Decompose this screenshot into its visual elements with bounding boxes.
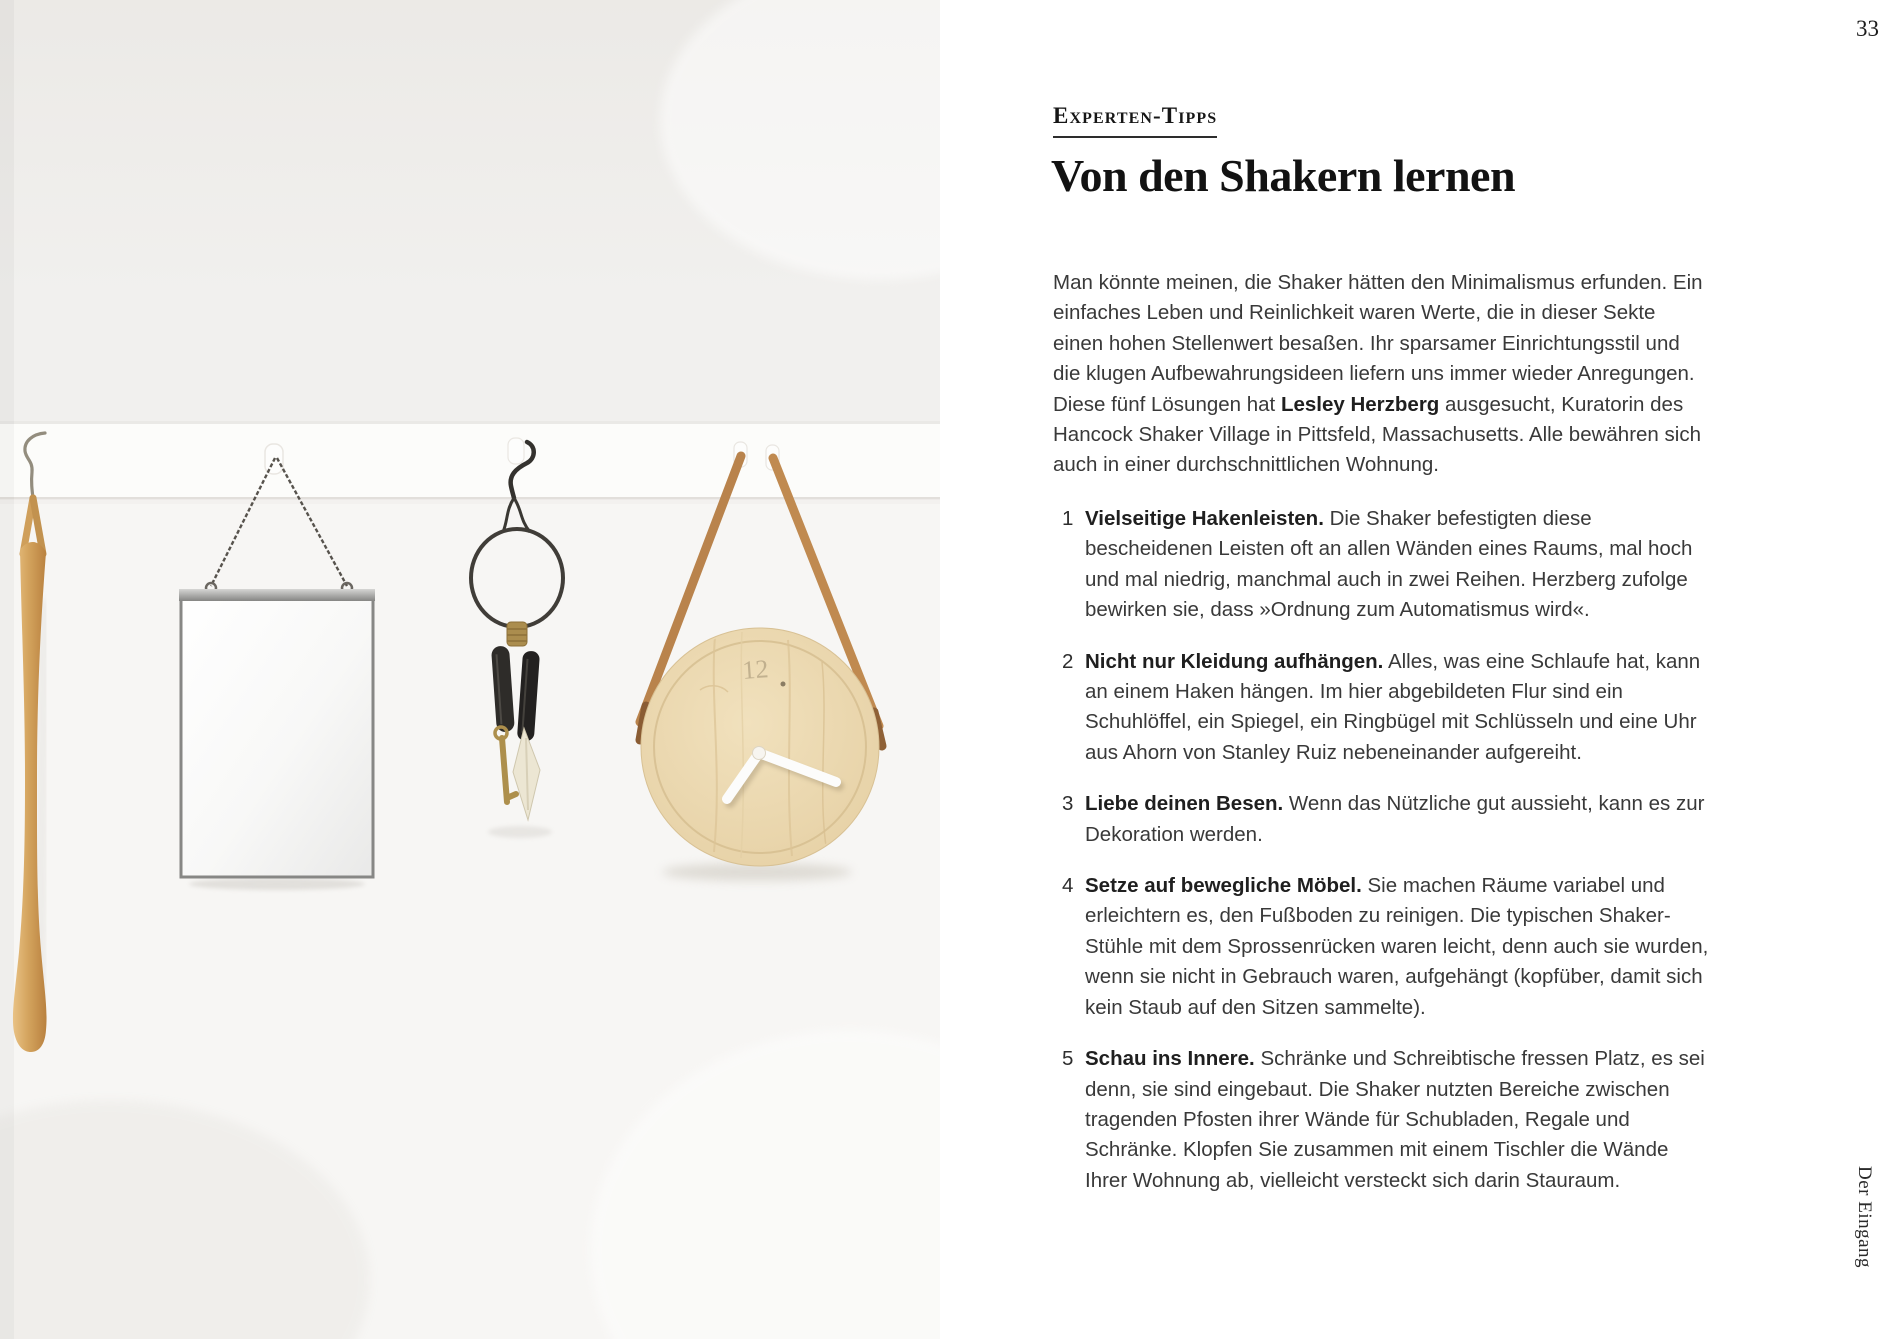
tip-number: 1 xyxy=(1062,507,1074,530)
tip-text xyxy=(1085,871,1713,1023)
tip-number: 5 xyxy=(1062,1047,1074,1071)
tip-number: 2 xyxy=(1062,649,1074,673)
tip-detail: Die Shaker befestigten diese bescheidenen Leisten oft an allen Wänden eines Raums, mal hoch und mal niedrig, manchmal auch in zwei Reihen. Herzberg zufolge bewirken sie, dass »Ordnung zum Automatismus wird«. xyxy=(1085,507,1693,622)
intro-text: ausgesucht, Kuratorin des Hancock Shaker Village in Pittsfeld, Massachusetts. Alle bewähren sich auch in einer durchschnittlichen Wohnung. xyxy=(1053,392,1701,477)
tip-detail: Alles, was eine Schlaufe hat, kann an einem Haken hängen. Im hier abgebildeten Flur sind ein Schuhlöffel, ein Spiegel, ein Ringbügel mit Schlüsseln und eine Uhr aus Ahorn von Stanley Ruiz nebeneinander aufgereiht. xyxy=(1085,649,1701,764)
tip-detail: Wenn das Nützliche gut aussieht, kann es zur Dekoration werden. xyxy=(1085,792,1705,846)
kicker: Experten-Tipps xyxy=(1053,103,1217,138)
text-page xyxy=(940,0,1880,1339)
tip-text xyxy=(1085,647,1713,769)
tip-number: 4 xyxy=(1062,874,1074,898)
tip-detail: Schränke und Schreibtische fressen Platz, es sei denn, sie sind eingebaut. Die Shaker nutzten Bereiche zwischen tragenden Pfosten ihrer Wände für Schubladen, Regale und Schränke. Klopfen Sie zusammen mit einem Tischler die Wände Ihrer Wohnung ab, vielleicht versteckt sich darin Stauraum. xyxy=(1085,1047,1705,1192)
intro-paragraph xyxy=(1053,268,1703,481)
tip-item xyxy=(1053,504,1713,626)
clock-numeral: 12 xyxy=(741,654,770,685)
mirror-glass xyxy=(181,591,373,877)
tips-list xyxy=(1053,504,1713,1217)
tip-detail: Sie machen Räume variabel und erleichtern es, den Fußboden zu reinigen. Die typischen Shaker-Stühle mit dem Sprossenrücken waren leicht, denn auch sie wurden, wenn sie nicht in Gebrauch waren, aufgehängt (kopfüber, damit sich kein Staub auf den Sitzen sammelte). xyxy=(1085,874,1709,1019)
tip-item xyxy=(1053,1044,1713,1196)
tip-text xyxy=(1085,504,1713,626)
tip-item xyxy=(1053,647,1713,769)
tip-text xyxy=(1085,1044,1713,1196)
tip-lead: Liebe deinen Besen. xyxy=(1085,792,1284,816)
brass-collar xyxy=(507,622,527,646)
tip-lead: Setze auf bewegliche Möbel. xyxy=(1085,874,1362,898)
page-number: 33 xyxy=(1856,16,1879,41)
tip-lead: Schau ins Innere. xyxy=(1085,1047,1255,1071)
tip-text xyxy=(1085,789,1713,850)
page-title: Von den Shakern lernen xyxy=(1051,150,1516,201)
tip-number: 3 xyxy=(1062,792,1074,816)
intro-text: Man könnte meinen, die Shaker hätten den Minimalismus erfunden. Ein einfaches Leben und Reinlichkeit waren Werte, die in dieser Sekte einen hohen Stellenwert besaßen. Ihr sparsamer Einrichtungsstil und die klugen Aufbewahrungsideen liefern uns immer wieder Anregungen. Diese fünf Lösungen hat xyxy=(1053,271,1703,416)
mirror-top-bar xyxy=(179,589,375,601)
rail-peg xyxy=(508,438,524,464)
tip-item xyxy=(1053,789,1713,850)
chapter-margin-label: Der Eingang xyxy=(1854,1166,1875,1269)
tip-lead: Nicht nur Kleidung aufhängen. xyxy=(1085,649,1384,673)
tip-item xyxy=(1053,871,1713,1023)
tip-lead: Vielseitige Hakenleisten. xyxy=(1085,507,1324,530)
expert-name: Lesley Herzberg xyxy=(1280,392,1440,416)
hook-rail xyxy=(0,424,940,498)
